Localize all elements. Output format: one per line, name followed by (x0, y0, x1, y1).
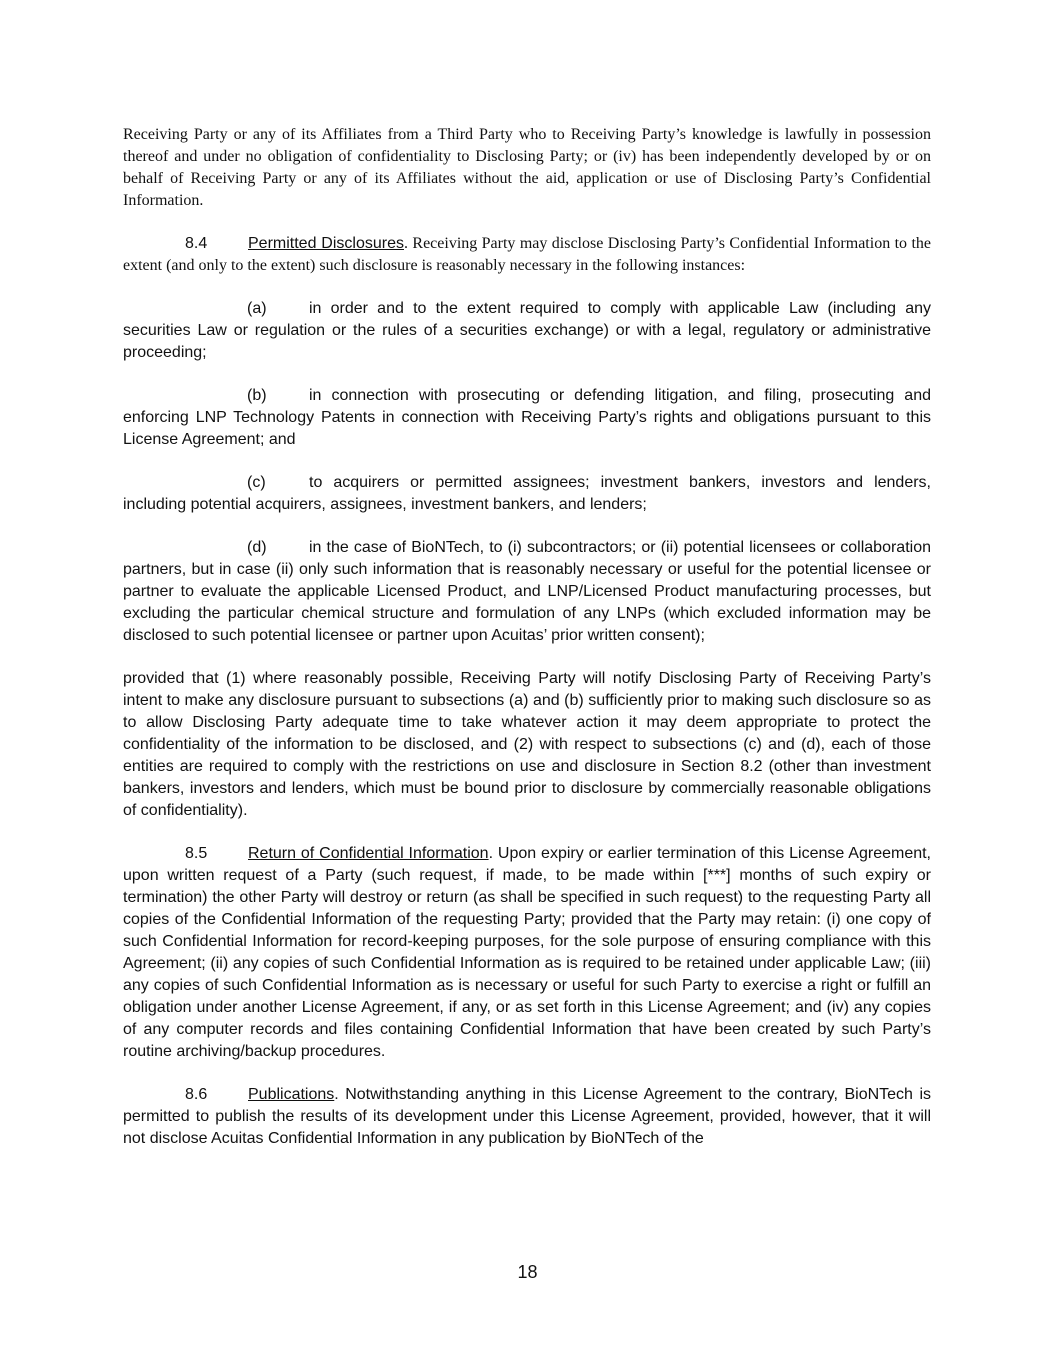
section-8-6 (123, 1084, 931, 1150)
subsection-text: in connection with prosecuting or defending litigation, and filing, prosecuting and enforcing LNP Technology Patents in connection with Receiving Party’s rights and obligations pursuant to this License Agreement; and (123, 387, 931, 448)
section-number: 8.4 (185, 235, 208, 252)
subsection-label: (b) (247, 387, 267, 404)
section-8-5 (123, 843, 931, 1063)
subsection-text: in order and to the extent required to comply with applicable Law (including any securities Law or regulation or the rules of a securities exchange) or with a legal, regulatory or administrative proceeding; (123, 300, 931, 361)
proviso-paragraph: provided that (1) where reasonably possible, Receiving Party will notify Disclosing Party of Receiving Party’s intent to make any disclosure pursuant to subsections (a) and (b) sufficiently prior to making such disclosure so as to allow Disclosing Party adequate time to take whatever action it may deem appropriate to protect the confidentiality of the information to be disclosed, and (2) with respect to subsections (c) and (d), each of those entities are required to comply with the restrictions on use and disclosure in Section 8.2 (other than investment bankers, investors and lenders, which must be bound prior to disclosure by commercially reasonable obligations of confidentiality). (123, 670, 931, 819)
section-text: . Receiving Party may disclose Disclosing Party’s Confidential Information to the extent (and only to the extent) such disclosure is reasonably necessary in the following instances: (123, 235, 931, 274)
document-page (123, 124, 931, 1171)
subsection-label: (c) (247, 474, 266, 491)
section-text: . Upon expiry or earlier termination of this License Agreement, upon written request of a Party (such request, if made, to be made within [***] months of such expiry or termination) the other Party will destroy or return (as shall be specified in such request) to the requesting Party all copies of the Confidential Information of the requesting Party; provided that the Party may retain: (i) one copy of such Confidential Information for record-keeping purposes, for the sole purpose of ensuring compliance with this Agreement; (ii) any copies of such Confidential Information as is required to be retained under applicable Law; (iii) any copies of such Confidential Information as is necessary or useful for such Party to exercise a right or fulfill an obligation under another License Agreement, if any, or as set forth in this License Agreement; and (iv) any copies of any computer records and files containing Confidential Information that have been created by such Party’s routine archiving/backup procedures. (123, 845, 931, 1060)
section-number: 8.5 (185, 845, 208, 862)
section-text: . Notwithstanding anything in this License Agreement to the contrary, BioNTech is permitted to publish the results of its development under this License Agreement, provided, however, that it will not disclose Acuitas Confidential Information in any publication by BioNTech of the (123, 1086, 931, 1147)
subsection-b (123, 385, 931, 451)
section-heading: Return of Confidential Information (248, 845, 489, 862)
page-number: 18 (517, 1262, 538, 1282)
subsection-c (123, 472, 931, 516)
subsection-d (123, 537, 931, 647)
section-number: 8.6 (185, 1086, 208, 1103)
subsection-a (123, 298, 931, 364)
section-heading: Publications (248, 1086, 335, 1103)
section-8-4 (123, 233, 931, 277)
subsection-text: in the case of BioNTech, to (i) subcontractors; or (ii) potential licensees or collaboration partners, but in case (ii) only such information that is reasonably necessary or useful for the potential licensee or partner to evaluate the applicable Licensed Product, and LNP/Licensed Product manufacturing processes, but excluding the particular chemical structure and formulation of any LNPs (which excluded information may be disclosed to such potential licensee or partner upon Acuitas’ prior written consent); (123, 539, 931, 644)
subsection-label: (d) (247, 539, 267, 556)
subsection-label: (a) (247, 300, 267, 317)
subsection-text: to acquirers or permitted assignees; investment bankers, investors and lenders, including potential acquirers, assignees, investment bankers, and lenders; (123, 474, 931, 513)
continuation-paragraph: Receiving Party or any of its Affiliates from a Third Party who to Receiving Party’s knowledge is lawfully in possession thereof and under no obligation of confidentiality to Disclosing Party; or (iv) has been independently developed by or on behalf of Receiving Party or any of its Affiliates without the aid, application or use of Disclosing Party’s Confidential Information. (123, 126, 931, 209)
section-heading: Permitted Disclosures (248, 235, 404, 252)
